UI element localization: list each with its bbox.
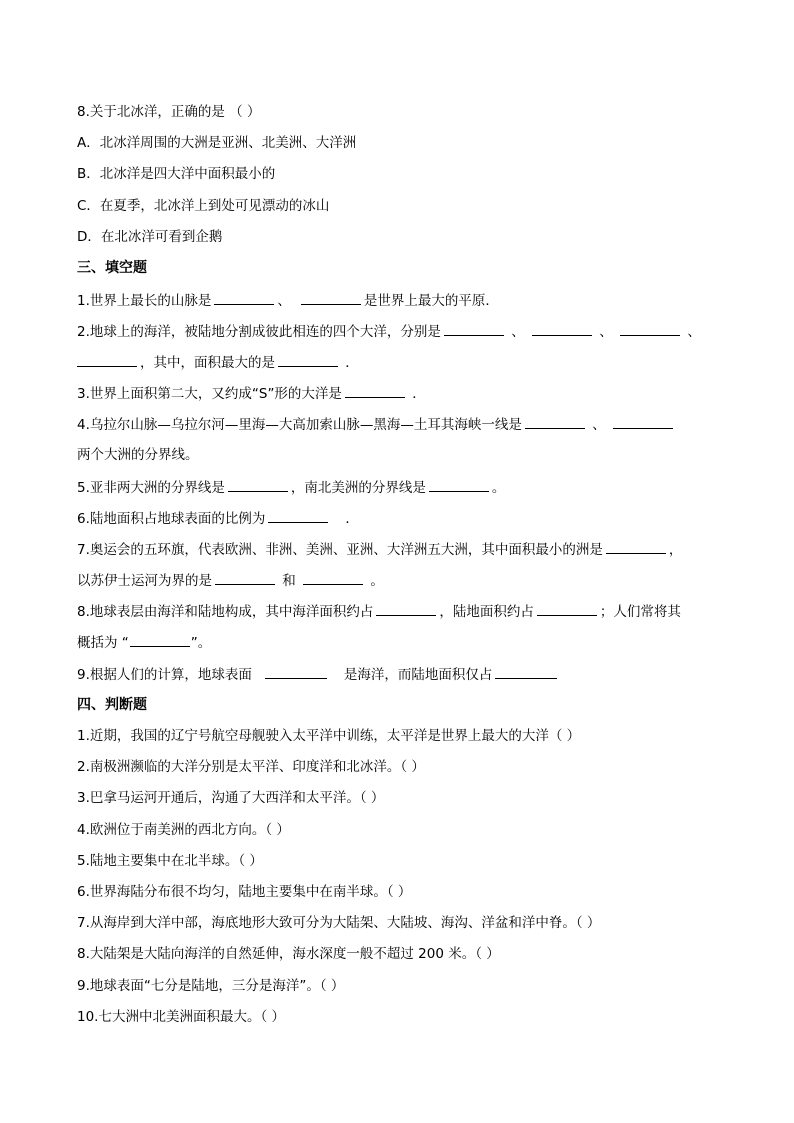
judge-question-10: 10.七大洲中北美洲面积最大。（ ）	[77, 1009, 286, 1025]
fill-q2-sep-1: 、	[511, 324, 525, 340]
fill-q7-end-2: 。	[370, 573, 384, 589]
fill-q1-text-a: 1.世界上最长的山脉是	[77, 293, 212, 309]
fill-q2-end: ．	[345, 355, 359, 371]
answer-blank[interactable]	[613, 415, 673, 429]
fill-q7-text-a: 7.奥运会的五环旗，代表欧洲、非洲、美洲、亚洲、大洋洲五大洲，其中面积最小的洲是	[77, 542, 603, 558]
answer-blank[interactable]	[77, 353, 137, 367]
fill-question-7-cont	[77, 571, 734, 590]
answer-blank[interactable]	[537, 602, 597, 616]
fill-q8-end: ”。	[190, 635, 212, 651]
fill-q8-text-a: 8.地球表层由海洋和陆地构成，其中海洋面积约占	[77, 604, 374, 620]
fill-question-2-cont	[77, 353, 734, 372]
fill-q9-text-b: 是海洋，而陆地面积仅占	[343, 667, 493, 683]
answer-blank[interactable]	[303, 571, 363, 585]
answer-blank[interactable]	[278, 353, 338, 367]
q8-option-c[interactable]: C．在夏季，北冰洋上到处可见漂动的冰山	[77, 198, 330, 214]
answer-blank[interactable]	[130, 633, 190, 647]
fill-q1-sep: 、	[277, 293, 291, 309]
fill-q5-text-a: 5.亚非两大洲的分界线是	[77, 480, 225, 496]
answer-blank[interactable]	[429, 478, 489, 492]
answer-blank[interactable]	[345, 384, 405, 398]
fill-q5-text-b: ，南北美洲的分界线是	[290, 480, 426, 496]
q8-option-b[interactable]: B．北冰洋是四大洋中面积最小的	[77, 166, 276, 182]
answer-blank[interactable]	[215, 571, 275, 585]
fill-q9-text-a: 9.根据人们的计算，地球表面	[77, 667, 252, 683]
judge-question-5: 5.陆地主要集中在北半球。（ ）	[77, 853, 263, 869]
answer-blank[interactable]	[620, 322, 680, 336]
fill-q4-text-a: 4.乌拉尔山脉—乌拉尔河—里海—大高加索山脉—黑海—土耳其海峡一线是	[77, 417, 522, 433]
answer-blank[interactable]	[532, 322, 592, 336]
fill-question-3	[77, 384, 734, 403]
fill-q7-and: 和	[282, 573, 296, 589]
fill-q2-sep-2: 、	[599, 324, 613, 340]
fill-question-4-cont: 两个大洲的分界线。	[77, 447, 199, 463]
fill-question-7	[77, 540, 734, 559]
fill-question-2	[77, 322, 734, 341]
answer-blank[interactable]	[228, 478, 288, 492]
fill-q8-text-d: 概括为 “	[77, 635, 129, 651]
fill-question-8-cont	[77, 633, 734, 652]
answer-blank[interactable]	[301, 291, 361, 305]
fill-q2-sep-3: 、	[687, 324, 701, 340]
fill-q4-sep: 、	[592, 417, 606, 433]
fill-q8-text-c: ；人们常将其	[599, 604, 681, 620]
fill-question-9	[77, 665, 734, 684]
answer-blank[interactable]	[525, 415, 585, 429]
fill-question-8	[77, 602, 734, 621]
fill-q8-text-b: ，陆地面积约占	[439, 604, 534, 620]
judge-question-9: 9.地球表面“七分是陆地，三分是海洋”。（ ）	[77, 978, 345, 994]
fill-q1-text-b: 是世界上最大的平原．	[363, 293, 499, 309]
section-title-true-false: 四、判断题	[77, 697, 147, 713]
fill-question-1	[77, 291, 734, 310]
judge-question-1: 1.近期，我国的辽宁号航空母舰驶入太平洋中训练，太平洋是世界上最大的大洋（ ）	[77, 728, 581, 744]
fill-q7-text-b: 以苏伊士运河为界的是	[77, 573, 212, 589]
judge-question-2: 2.南极洲濒临的大洋分别是太平洋、印度洋和北冰洋。（ ）	[77, 759, 425, 775]
fill-q3-text-a: 3.世界上面积第二大，又约成“S”形的大洋是	[77, 386, 342, 402]
answer-blank[interactable]	[265, 665, 327, 679]
fill-q7-end-1: ，	[668, 542, 683, 558]
fill-q2-text-a: 2.地球上的海洋，被陆地分割成彼此相连的四个大洋，分别是	[77, 324, 441, 340]
answer-blank[interactable]	[376, 602, 436, 616]
answer-blank[interactable]	[606, 540, 666, 554]
fill-q6-end: ．	[345, 511, 359, 527]
q8-option-a[interactable]: A．北冰洋周围的大洲是亚洲、北美洲、大洋洲	[77, 135, 357, 151]
q8-stem: 8.关于北冰洋，正确的是 （ ）	[77, 104, 261, 120]
fill-q3-end: ．	[412, 386, 426, 402]
judge-question-8: 8.大陆架是大陆向海洋的自然延伸，海水深度一般不超过 200 米。（ ）	[77, 946, 500, 962]
answer-blank[interactable]	[214, 291, 274, 305]
fill-q2-text-b: ，其中，面积最大的是	[140, 355, 275, 371]
judge-question-3: 3.巴拿马运河开通后，沟通了大西洋和太平洋。（ ）	[77, 790, 385, 806]
fill-question-5	[77, 478, 734, 497]
answer-blank[interactable]	[444, 322, 504, 336]
fill-q6-text-a: 6.陆地面积占地球表面的比例为	[77, 511, 266, 527]
answer-blank[interactable]	[495, 665, 557, 679]
fill-question-4	[77, 415, 734, 434]
answer-blank[interactable]	[268, 509, 328, 523]
judge-question-6: 6.世界海陆分布很不均匀，陆地主要集中在南半球。（ ）	[77, 884, 412, 900]
fill-question-6	[77, 509, 734, 528]
judge-question-7: 7.从海岸到大洋中部，海底地形大致可分为大陆架、大陆坡、海沟、洋盆和洋中脊。（ ）	[77, 915, 601, 931]
section-title-fill-in: 三、填空题	[77, 260, 147, 276]
fill-q5-end: 。	[491, 480, 506, 496]
judge-question-4: 4.欧洲位于南美洲的西北方向。（ ）	[77, 822, 290, 838]
q8-option-d[interactable]: D．在北冰洋可看到企鹅	[77, 229, 223, 245]
